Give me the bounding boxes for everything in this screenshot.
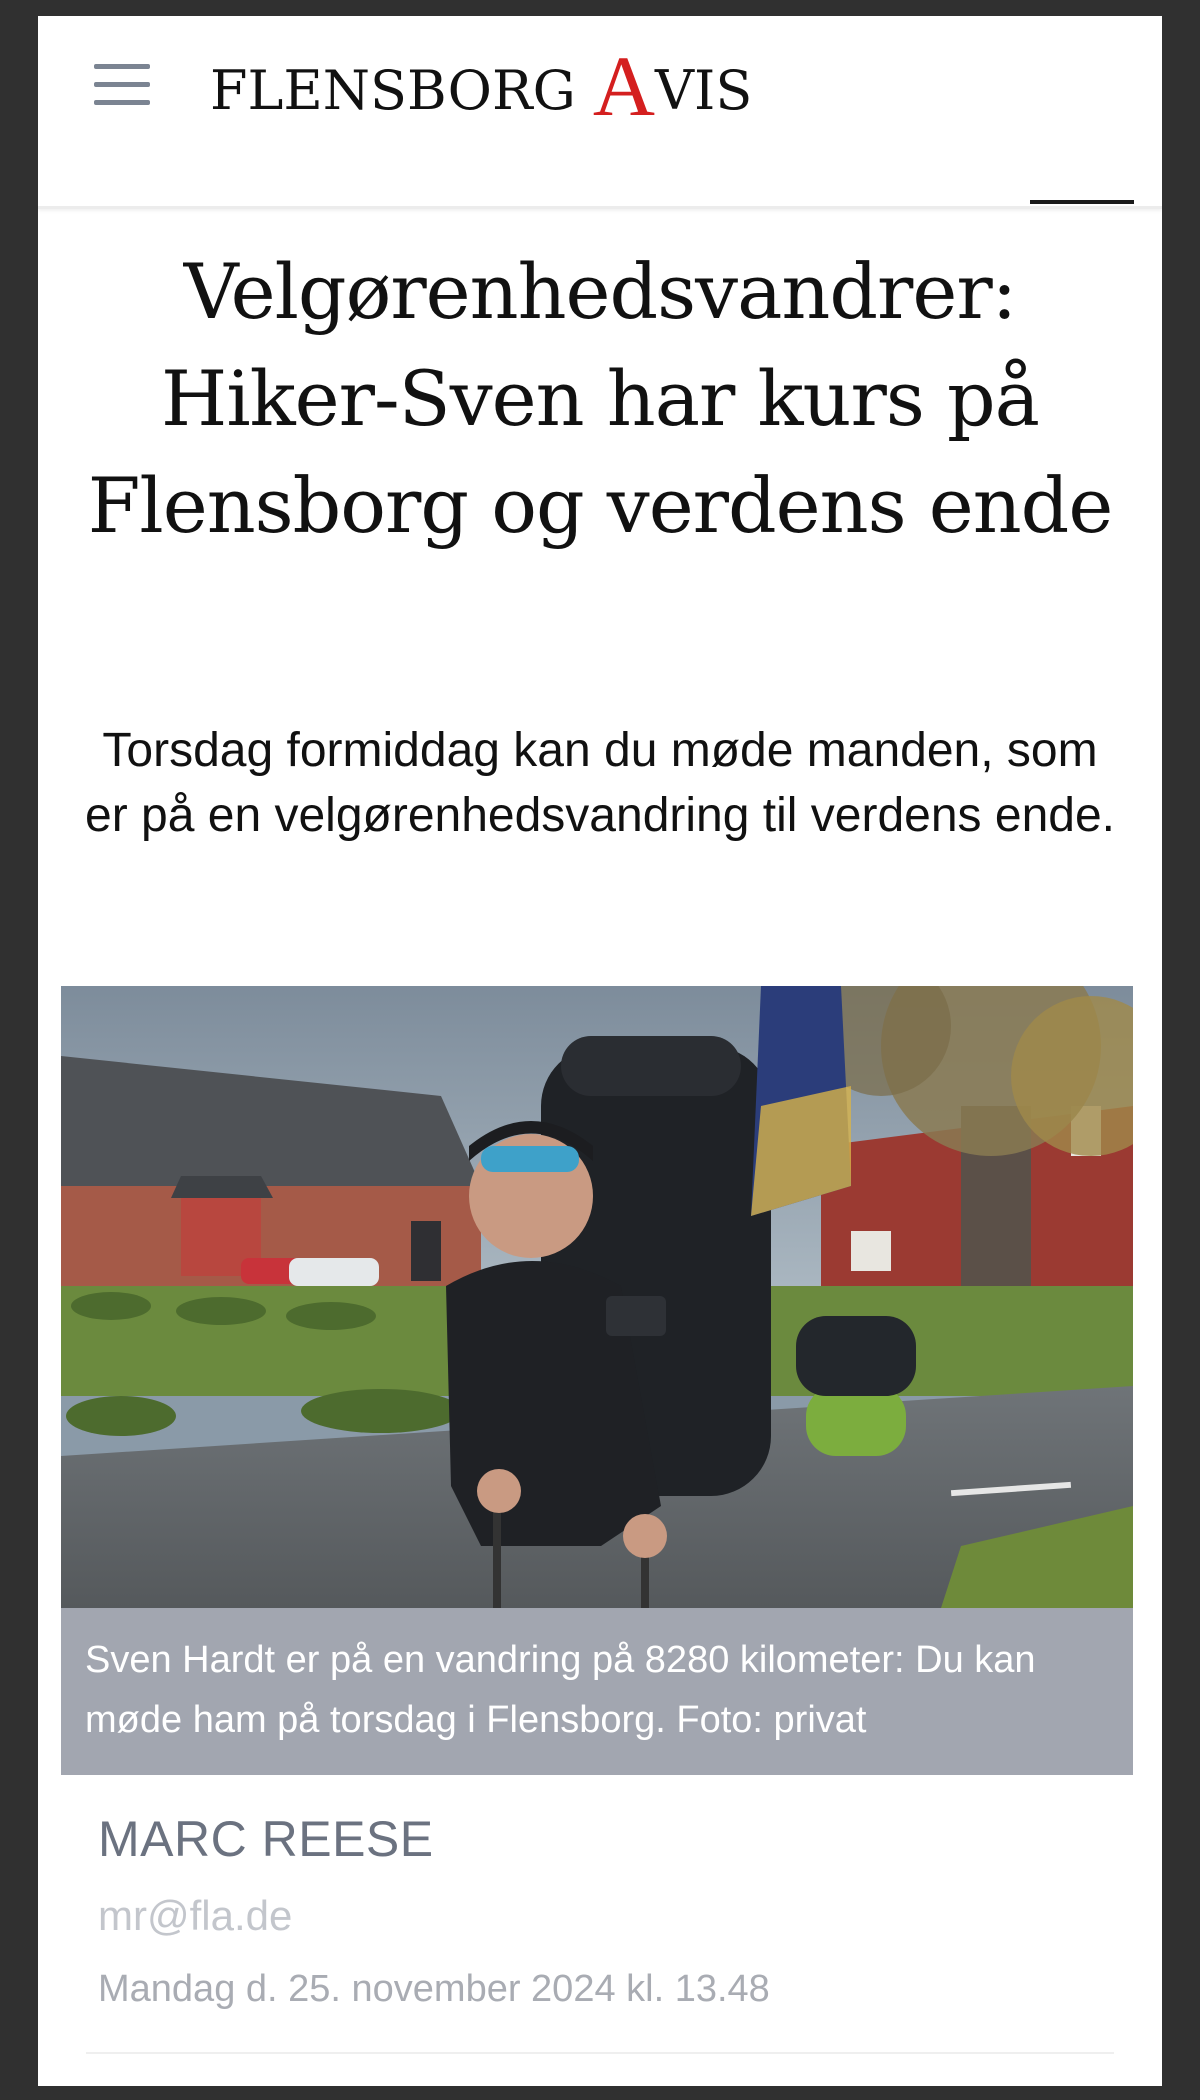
menu-bar	[94, 64, 150, 69]
header-accent-line	[1030, 200, 1134, 204]
article-headline: Velgørenhedsvandrer: Hiker-Sven har kurs på Flensborg og verdens ende	[87, 247, 1113, 550]
menu-bar	[94, 100, 150, 105]
logo-text-after: VIS	[655, 59, 753, 122]
byline-divider	[86, 2052, 1114, 2054]
logo-text-before: FLENSBORG	[210, 59, 593, 122]
logo-accent-letter: A	[592, 38, 656, 134]
menu-bar	[94, 82, 150, 87]
hiker-photo-illustration	[61, 986, 1133, 1608]
article-page	[38, 16, 1162, 2086]
author-email-link[interactable]: mr@fla.de	[98, 1892, 293, 1939]
article-photo[interactable]	[61, 986, 1133, 1608]
author-name[interactable]: MARC REESE	[98, 1811, 434, 1867]
site-logo[interactable]	[210, 36, 752, 136]
hamburger-menu-icon[interactable]	[94, 58, 152, 110]
site-header	[38, 16, 1162, 209]
article-subheadline: Torsdag formiddag kan du møde manden, som er på en velgørenhedsvandring til verdens ende.	[85, 724, 1115, 842]
publish-date: Mandag d. 25. november 2024 kl. 13.48	[98, 1968, 770, 2010]
image-caption: Sven Hardt er på en vandring på 8280 kilometer: Du kan møde ham på torsdag i Flensborg. Foto: privat	[61, 1608, 1133, 1775]
